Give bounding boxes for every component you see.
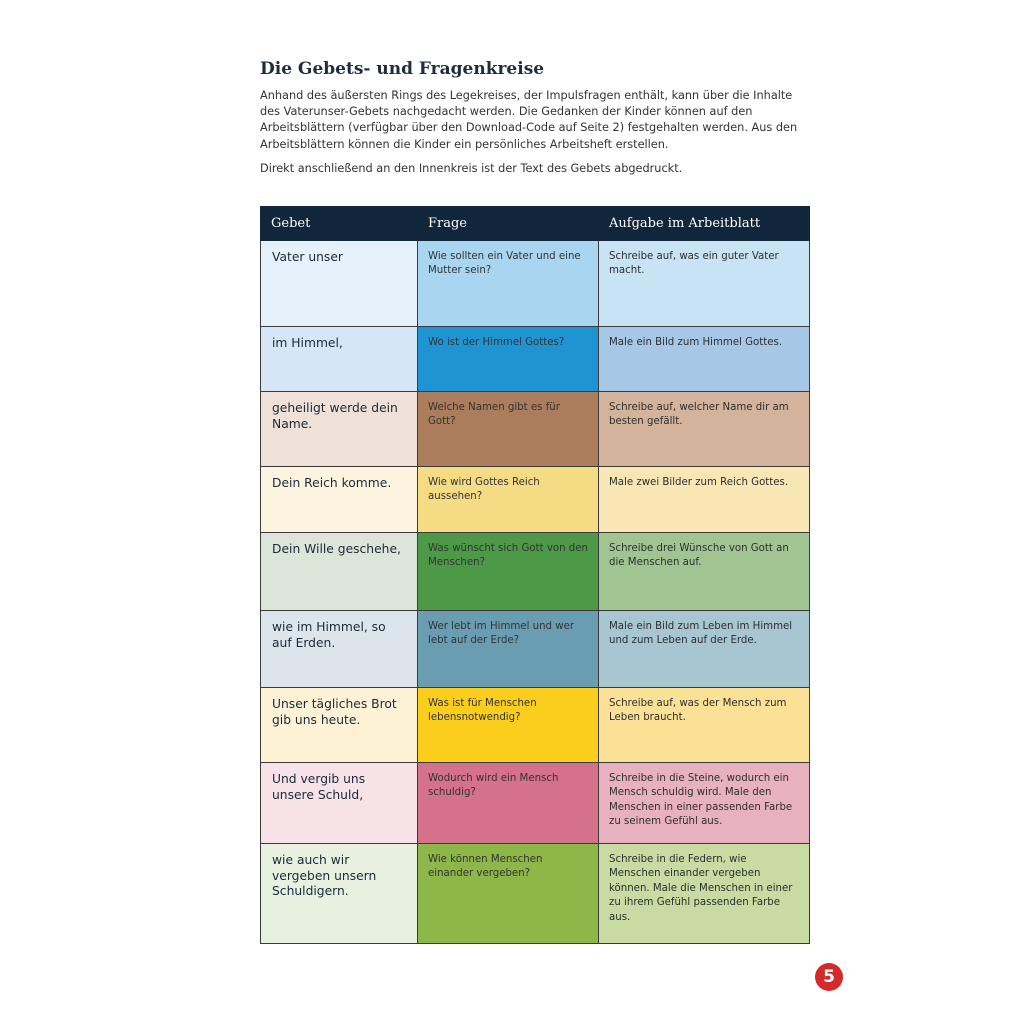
table-row: [261, 533, 810, 611]
aufgabe-cell: Male zwei Bilder zum Reich Gottes.: [599, 467, 810, 533]
gebet-cell: Unser tägliches Brot gib uns heute.: [261, 688, 418, 763]
table-row: [261, 844, 810, 944]
table-row: [261, 467, 810, 533]
gebet-cell: Vater unser: [261, 241, 418, 327]
frage-cell: Wo ist der Himmel Gottes?: [418, 327, 599, 392]
table-row: [261, 611, 810, 688]
prayer-table: [260, 206, 810, 944]
frage-cell: Wie können Menschen einander vergeben?: [418, 844, 599, 944]
aufgabe-cell: Schreibe auf, welcher Name dir am besten gefällt.: [599, 392, 810, 467]
gebet-cell: Und vergib uns unsere Schuld,: [261, 763, 418, 844]
aufgabe-cell: Schreibe auf, was der Mensch zum Leben braucht.: [599, 688, 810, 763]
column-header-aufgabe: Aufgabe im Arbeitblatt: [599, 207, 810, 241]
intro-paragraph: Anhand des äußersten Rings des Legekreises, der Impulsfragen enthält, kann über die Inhalte des Vaterunser-Gebets nachgedacht werden. Die Gedanken der Kinder können auf den Arbeitsblättern (verfügbar über den Download-Code auf Seite 2) festgehalten werden. Aus den Arbeitsblättern können die Kinder ein persönliches Arbeitsheft erstellen.: [260, 89, 798, 151]
gebet-cell: wie im Himmel, so auf Erden.: [261, 611, 418, 688]
gebet-cell: Dein Reich komme.: [261, 467, 418, 533]
frage-cell: Wie sollten ein Vater und eine Mutter sein?: [418, 241, 599, 327]
aufgabe-cell: Schreibe drei Wünsche von Gott an die Menschen auf.: [599, 533, 810, 611]
aufgabe-cell: Schreibe in die Steine, wodurch ein Mensch schuldig wird. Male den Menschen in einer passenden Farbe zu seinem Gefühl aus.: [599, 763, 810, 844]
frage-cell: Was ist für Menschen lebensnotwendig?: [418, 688, 599, 763]
table-row: [261, 327, 810, 392]
column-header-gebet: Gebet: [261, 207, 418, 241]
gebet-cell: Dein Wille geschehe,: [261, 533, 418, 611]
table-header-row: [261, 207, 810, 241]
intro-paragraph-2: Direkt anschließend an den Innenkreis ist der Text des Gebets abgedruckt.: [260, 162, 683, 175]
gebet-cell: im Himmel,: [261, 327, 418, 392]
frage-cell: Wer lebt im Himmel und wer lebt auf der Erde?: [418, 611, 599, 688]
frage-cell: Wodurch wird ein Mensch schuldig?: [418, 763, 599, 844]
page-number-badge: 5: [815, 963, 843, 991]
gebet-cell: wie auch wir vergeben unsern Schuldigern.: [261, 844, 418, 944]
table-row: [261, 763, 810, 844]
frage-cell: Welche Namen gibt es für Gott?: [418, 392, 599, 467]
page-title: Die Gebets- und Fragenkreise: [260, 59, 545, 79]
aufgabe-cell: Male ein Bild zum Himmel Gottes.: [599, 327, 810, 392]
table-row: [261, 392, 810, 467]
aufgabe-cell: Schreibe auf, was ein guter Vater macht.: [599, 241, 810, 327]
table-row: [261, 241, 810, 327]
aufgabe-cell: Male ein Bild zum Leben im Himmel und zum Leben auf der Erde.: [599, 611, 810, 688]
gebet-cell: geheiligt werde dein Name.: [261, 392, 418, 467]
table-row: [261, 688, 810, 763]
column-header-frage: Frage: [418, 207, 599, 241]
aufgabe-cell: Schreibe in die Federn, wie Menschen einander vergeben können. Male die Menschen in einer zu ihrem Gefühl passenden Farbe aus.: [599, 844, 810, 944]
frage-cell: Wie wird Gottes Reich aussehen?: [418, 467, 599, 533]
frage-cell: Was wünscht sich Gott von den Menschen?: [418, 533, 599, 611]
